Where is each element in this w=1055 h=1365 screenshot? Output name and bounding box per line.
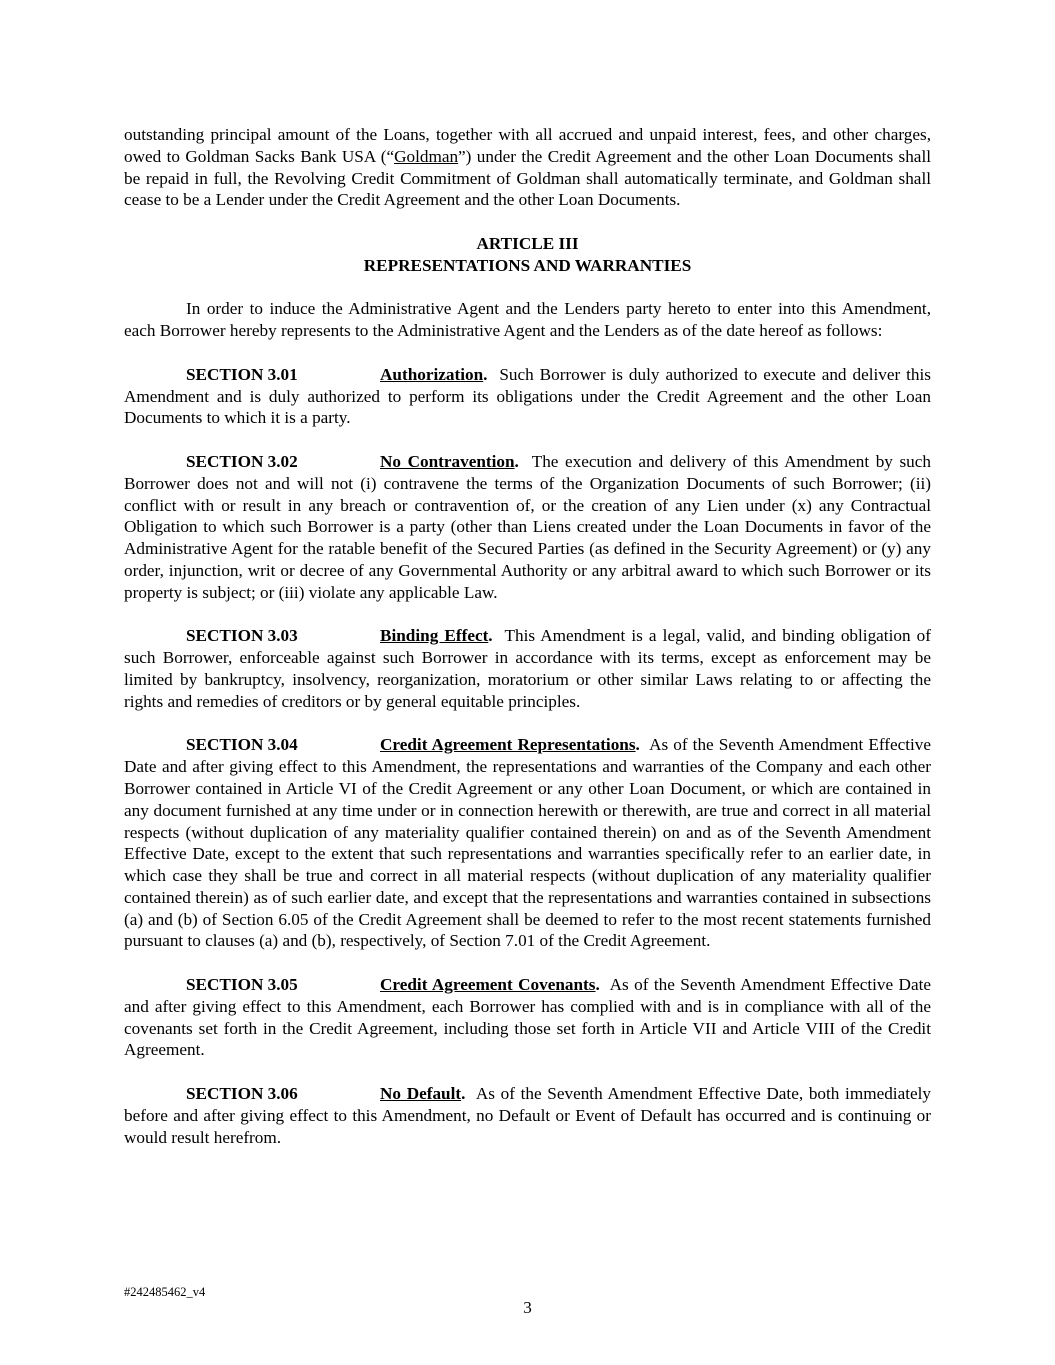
article-title: REPRESENTATIONS AND WARRANTIES bbox=[363, 255, 692, 275]
section-body: As of the Seventh Amendment Effective Date and after giving effect to this Amendment, the representations and warranties of the Company and each other Borrower contained in Article VI of the Credit Agreement or any other Loan Document, or which are contained in any document furnished at any time under or in connection herewith or therewith, are true and correct in all material respects (without duplication of any materiality qualifier contained therein) on and as of the Seventh Amendment Effective Date, except to the extent that such representations and warranties specifically refer to an earlier date, in which case they shall be true and correct in all material respects (without duplication of any materiality qualifier contained therein) as of such earlier date, and except that the representations and warranties contained in subsections (a) and (b) of Section 6.05 of the Credit Agreement shall be deemed to refer to the most recent statements furnished pursuant to clauses (a) and (b), respectively, of Section 7.01 of the Credit Agreement. bbox=[124, 735, 931, 951]
section-title: Credit Agreement Covenants bbox=[380, 975, 596, 995]
article-number: ARTICLE III bbox=[476, 233, 579, 253]
intro-text-before: outstanding principal amount of the Loans, together with all accrued and unpaid interest, fees, and other charges, owed to Goldman Sacks Bank USA (“ bbox=[124, 125, 931, 166]
section-body: This Amendment is a legal, valid, and binding obligation of such Borrower, enforceable against such Borrower in accordance with its terms, except as enforcement may be limited by bankruptcy, insolvency, reorganization, moratorium or other similar Laws relating to or affecting the rights and remedies of creditors or by general equitable principles. bbox=[124, 626, 931, 711]
page-number: 3 bbox=[523, 1298, 532, 1317]
section-3-04: SECTION 3.04 Credit Agreement Representations. As of the Seventh Amendment Effective Date and after giving effect to this Amendment, the representations and warranties of the Company and each other Borrower contained in Article VI of the Credit Agreement or any other Loan Document, or which are contained in any document furnished at any time under or in connection herewith or therewith, are true and correct in all material respects (without duplication of any materiality qualifier contained therein) on and as of the Seventh Amendment Effective Date, except to the extent that such representations and warranties specifically refer to an earlier date, in which case they shall be true and correct in all material respects (without duplication of any materiality qualifier contained therein) as of such earlier date, and except that the representations and warranties contained in subsections (a) and (b) of Section 6.05 of the Credit Agreement shall be deemed to refer to the most recent statements furnished pursuant to clauses (a) and (b), respectively, of Section 7.01 of the Credit Agreement. bbox=[124, 735, 931, 951]
section-number: SECTION 3.05 bbox=[186, 975, 298, 995]
section-title: Authorization bbox=[380, 364, 484, 384]
section-title: No Contravention bbox=[380, 451, 515, 471]
section-3-01: SECTION 3.01 Authorization. Such Borrower is duly authorized to execute and deliver this Amendment and is duly authorized to perform its obligations under the Credit Agreement and the other Loan Documents to which it is a party. bbox=[124, 364, 931, 428]
defined-term-goldman: Goldman bbox=[394, 146, 459, 166]
section-body: Such Borrower is duly authorized to execute and deliver this Amendment and is duly authorized to perform its obligations under the Credit Agreement and the other Loan Documents to which it is a party. bbox=[124, 364, 931, 428]
section-title: No Default bbox=[380, 1084, 462, 1104]
section-body: The execution and delivery of this Amendment by such Borrower does not and will not (i) contravene the terms of the Organization Documents of such Borrower; (ii) conflict with or result in any breach or contravention of, or the creation of any Lien under (x) any Contractual Obligation to which such Borrower is a party (other than Liens created under the Loan Documents in favor of the Administrative Agent for the ratable benefit of the Secured Parties (as defined in the Security Agreement) or (y) any order, injunction, writ or decree of any Governmental Authority or any arbitral award to which such Borrower or its property is subject; or (iii) violate any applicable Law. bbox=[124, 451, 931, 602]
intro-text-after: ”) under the Credit Agreement and the other Loan Documents shall be repaid in full, the Revolving Credit Commitment of Goldman shall automatically terminate, and Goldman shall cease to be a Lender under the Credit Agreement and the other Loan Documents. bbox=[124, 146, 931, 210]
document-page bbox=[124, 124, 931, 1170]
section-body: As of the Seventh Amendment Effective Date, both immediately before and after giving effect to this Amendment, no Default or Event of Default has occurred and is continuing or would result herefrom. bbox=[124, 1084, 931, 1147]
section-3-06: SECTION 3.06 No Default. As of the Seventh Amendment Effective Date, both immediately before and after giving effect to this Amendment, no Default or Event of Default has occurred and is continuing or would result herefrom. bbox=[124, 1084, 931, 1147]
article-heading bbox=[124, 233, 931, 277]
article-preamble: In order to induce the Administrative Agent and the Lenders party hereto to enter into this Amendment, each Borrower hereby represents to the Administrative Agent and the Lenders as of the date hereof as follows: bbox=[124, 299, 931, 341]
section-title: Credit Agreement Representations bbox=[380, 735, 636, 755]
section-number: SECTION 3.04 bbox=[186, 735, 298, 755]
section-number: SECTION 3.02 bbox=[186, 451, 298, 471]
section-title: Binding Effect bbox=[380, 626, 489, 646]
section-number: SECTION 3.03 bbox=[186, 626, 298, 646]
section-3-03: SECTION 3.03 Binding Effect. This Amendment is a legal, valid, and binding obligation of such Borrower, enforceable against such Borrower in accordance with its terms, except as enforcement may be limited by bankruptcy, insolvency, reorganization, moratorium or other similar Laws relating to or affecting the rights and remedies of creditors or by general equitable principles. bbox=[124, 626, 931, 711]
section-3-02: SECTION 3.02 No Contravention. The execution and delivery of this Amendment by such Borrower does not and will not (i) contravene the terms of the Organization Documents of such Borrower; (ii) conflict with or result in any breach or contravention of, or the creation of any Lien under (x) any Contractual Obligation to which such Borrower is a party (other than Liens created under the Loan Documents in favor of the Administrative Agent for the ratable benefit of the Secured Parties (as defined in the Security Agreement) or (y) any order, injunction, writ or decree of any Governmental Authority or any arbitral award to which such Borrower or its property is subject; or (iii) violate any applicable Law. bbox=[124, 451, 931, 602]
intro-paragraph bbox=[124, 124, 931, 211]
document-id: #242485462_v4 bbox=[124, 1285, 206, 1299]
section-number: SECTION 3.06 bbox=[186, 1084, 298, 1104]
section-3-05: SECTION 3.05 Credit Agreement Covenants. As of the Seventh Amendment Effective Date and after giving effect to this Amendment, each Borrower has complied with and is in compliance with all of the covenants set forth in the Credit Agreement, including those set forth in Article VII and Article VIII of the Credit Agreement. bbox=[124, 975, 931, 1060]
section-body: As of the Seventh Amendment Effective Date and after giving effect to this Amendment, each Borrower has complied with and is in compliance with all of the covenants set forth in the Credit Agreement, including those set forth in Article VII and Article VIII of the Credit Agreement. bbox=[124, 975, 931, 1060]
section-number: SECTION 3.01 bbox=[186, 364, 298, 384]
